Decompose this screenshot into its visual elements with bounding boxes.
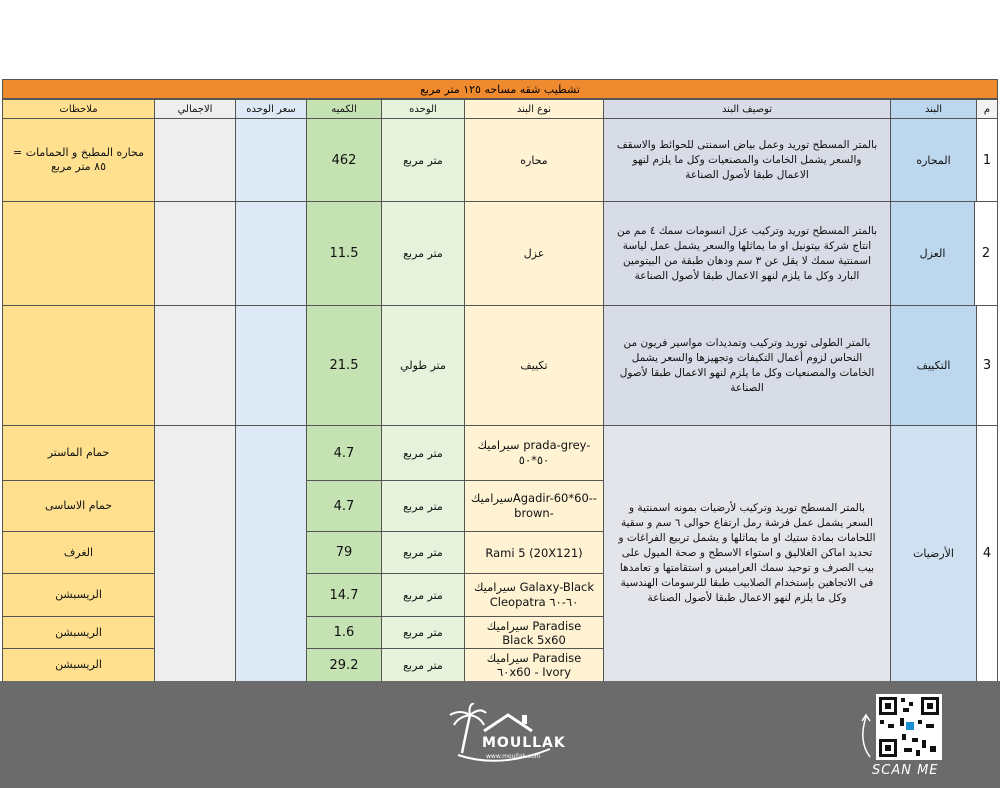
type-en: Galaxy-Black [519,580,595,594]
qr-code-icon [876,694,942,760]
subrow-quantity: 14.7 [306,573,382,617]
row-description: بالمتر الطولى توريد وتركيب وتمديدات مواسير فريون من النحاس لزوم أعمال التكيفات وتجهيزها والسعر يشمل الخامات والمصنعيات وكل ما يلزم لنهو الاعمال طبقا لأصول الصناعة [603,305,891,426]
row-number: 4 [976,425,998,682]
header-item: البند [890,99,977,119]
header-unit-price: سعر الوحده [235,99,307,119]
row-quantity: 21.5 [306,305,382,426]
type-ar: سيراميك [486,651,529,665]
row-description: بالمتر المسطح توريد وتركيب عزل انسومات سمك ٤ مم من انتاج شركة بيتونيل او ما يماثلها والسعر يشمل عمل لياسة اسمنتية سمك لا يقل عن ٣ سم ودهان طبقة من البيتومين البارد وكل ما يلزم لنهو الاعمال طبقا لأصول الصناعة [603,201,891,306]
subrow-type [464,573,604,617]
row-quantity: 462 [306,118,382,202]
subrow-notes: الريسبشن [2,648,155,682]
subrow-quantity: 29.2 [306,648,382,682]
brand-name: MOULLAK [482,735,566,751]
type-tail: Cleopatra ٦٠-٦٠ [489,595,579,609]
row-notes [2,201,155,306]
table-title: تشطيب شقه مساحه ١٢٥ متر مربع [2,79,998,99]
hand-arrow-icon [856,711,876,761]
type-tail: Black 5x60 [502,632,566,647]
type-ar: سيراميك [486,618,529,633]
type-en: Agadir-60*60-- [512,491,598,505]
row-total [154,425,236,682]
type-en: Rami 5 (20X121) [485,545,583,560]
row-total [154,118,236,202]
row-total [154,305,236,426]
row-type: تكييف [464,305,604,426]
row-quantity: 11.5 [306,201,382,306]
header-unit: الوحده [381,99,465,119]
type-en: prada-grey- [523,438,591,452]
subrow-type [464,425,604,481]
header-total: الاجمالي [154,99,236,119]
type-ar: سيراميك [470,491,513,505]
scan-me-label: SCAN ME [872,763,939,778]
type-tail: brown- [514,506,554,520]
qr-code[interactable] [876,694,942,760]
header-m: م [976,99,998,119]
subrow-type [464,531,604,574]
header-quantity: الكميه [306,99,382,119]
row-notes [2,305,155,426]
row-type: محاره [464,118,604,202]
row-unit-price [235,305,307,426]
subrow-unit: متر مربع [381,648,465,682]
subrow-notes: الريسبشن [2,573,155,617]
type-ar: سيراميك [473,580,516,594]
row-description: بالمتر المسطح توريد وتركيب لأرضيات بمونه اسمنتية و السعر يشمل عمل فرشة رمل ارتفاع حوالى ٦ سم و سقية اللحامات بمادة ستيك او ما يماثلها و يشمل تربيع الفراغات و تحديد اماكن الغلاليق و استواء الاسطح و صحة الميول على بيب الصرف و توحيد سمك العراميس و استقامتها و تعامدها فى الاتجاهين بإستخدام الصلابيب طبقا للرسومات الهندسية وكل ما يلزم لنهو الاعمال طبقا لأصول الصناعة [603,425,891,682]
subrow-notes: الريسبشن [2,616,155,649]
row-item: العزل [890,201,975,306]
row-item: التكييف [890,305,977,426]
row-number: 2 [974,201,998,306]
subrow-unit: متر مربع [381,573,465,617]
type-tail: ٥٠*٥٠ [518,453,550,467]
row-item: المحاره [890,118,977,202]
row-unit: متر طولي [381,305,465,426]
row-item: الأرضيات [890,425,977,682]
row-total [154,201,236,306]
row-unit-price [235,118,307,202]
brand-url: www.moullak.com [486,753,541,760]
row-number: 1 [976,118,998,202]
subrow-quantity: 4.7 [306,480,382,532]
subrow-quantity: 1.6 [306,616,382,649]
subrow-type [464,480,604,532]
row-description: بالمتر المسطح توريد وعمل بياض اسمنتى للحوائط والاسقف والسعر يشمل الخامات والمصنعيات وكل ما يلزم لنهو الاعمال طبقا لأصول الصناعة [603,118,891,202]
subrow-notes: حمام الماستر [2,425,155,481]
type-ar: سيراميك [477,438,520,452]
row-number: 3 [976,305,998,426]
type-en: Paradise [532,651,582,665]
subrow-unit: متر مربع [381,531,465,574]
subrow-unit: متر مربع [381,425,465,481]
subrow-unit: متر مربع [381,616,465,649]
type-en: Paradise [532,618,582,633]
header-notes: ملاحظات [2,99,155,119]
subrow-quantity: 79 [306,531,382,574]
header-description: توصيف البند [603,99,891,119]
subrow-type [464,616,604,649]
row-unit: متر مربع [381,118,465,202]
subrow-type [464,648,604,682]
row-unit-price [235,201,307,306]
row-type: عزل [464,201,604,306]
moullak-logo [440,703,570,773]
footer-bar [0,681,1000,788]
subrow-quantity: 4.7 [306,425,382,481]
row-notes: محاره المطبخ و الحمامات = ٨٥ متر مربع [2,118,155,202]
type-tail: ٦٠x60 - Ivory [496,665,572,679]
header-type: نوع البند [464,99,604,119]
row-unit: متر مربع [381,201,465,306]
row-unit-price [235,425,307,682]
subrow-unit: متر مربع [381,480,465,532]
subrow-notes: الغرف [2,531,155,574]
subrow-notes: حمام الاساسى [2,480,155,532]
